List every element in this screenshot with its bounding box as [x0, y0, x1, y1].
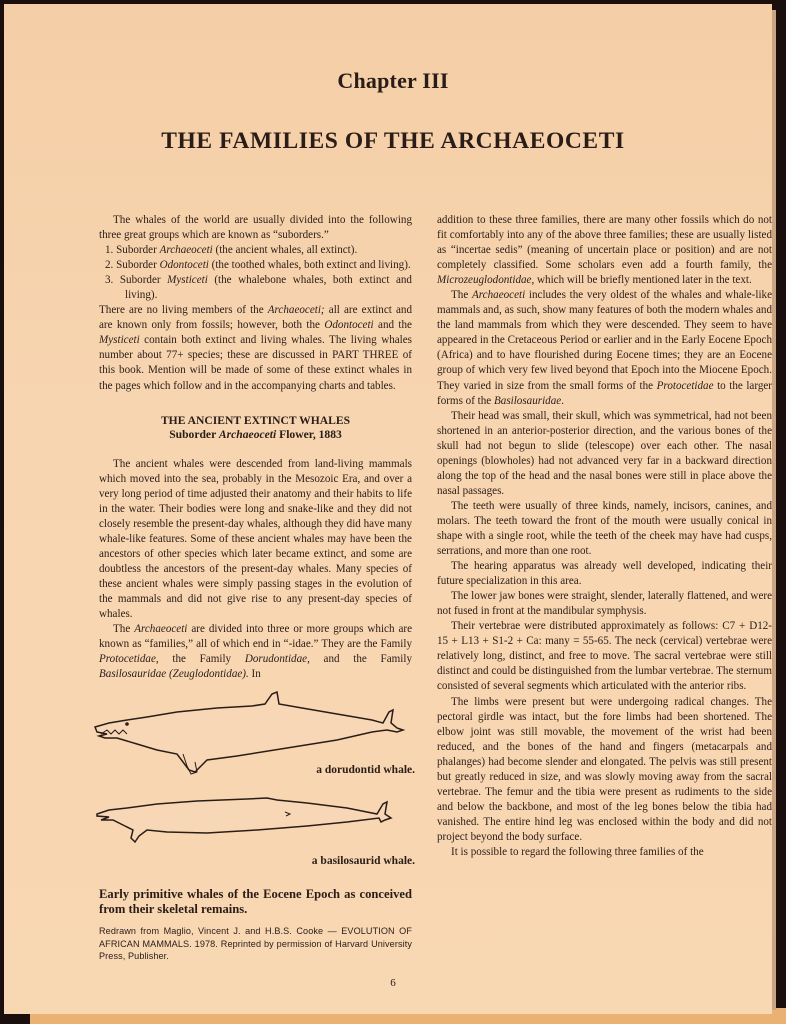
body-paragraph: It is possible to regard the following three families of the: [451, 845, 704, 858]
figure-credit: Redrawn from Maglio, Vincent J. and H.B.S. Cooke — EVOLUTION OF AFRICAN MAMMALS. 1978. Reprinted by permission of Harvard University Press, Publisher.: [99, 926, 412, 962]
list-item: 3. Suborder Mysticeti (the whalebone whales, both extinct and living).: [105, 274, 412, 302]
page-edge-right: [772, 10, 776, 1010]
chapter-label: Chapter III: [337, 68, 449, 93]
body-paragraph: The lower jaw bones were straight, slender, laterally flattened, and were not fused in front at the mandibular symphysis.: [437, 590, 772, 618]
whale-figure: [99, 690, 415, 895]
body-paragraph: The hearing apparatus was already well developed, indicating their future specialization in this area.: [437, 560, 772, 588]
list-item: 1. Suborder Archaeoceti (the ancient whales, all extinct).: [105, 244, 358, 257]
right-column: [437, 213, 772, 860]
basilosaurid-caption: a basilosaurid whale.: [311, 855, 415, 868]
list-item: 2. Suborder Odontoceti (the toothed whales, both extinct and living).: [105, 259, 411, 272]
section-heading-subtitle: Suborder Archaeoceti Flower, 1883: [169, 427, 342, 441]
intro-paragraph-2: There are no living members of the Archaeoceti; all are extinct and are known only from fossils; however, both the Odontoceti and the Mysticeti contain both extinct and living whales. The living whales number about 77+ species; these are discussed in PART THREE of this book. Mention will be made of some of these extinct whales in the pages which follow and in the accompanying charts and tables.: [99, 304, 412, 392]
body-paragraph: The Archaeoceti are divided into three or more groups which are known as “families,” all of which end in “-idae.” They are the Family Protocetidae, the Family Dorudontidae, and the Family Basilosauridae (Zeuglodontidae). In: [99, 623, 412, 681]
body-paragraph: The limbs were present but were undergoing radical changes. The pectoral girdle was intact, but the fore limbs had been shortened. The elbow joint was still movable, the movement of the wrist had been reduced, and the bones of the hand and fingers (metacarpals and phalanges) had become slender and elongated. The pelvis was still present but greatly reduced in size, and was slowly moving away from the sacral vertebrae. The femur and the tibia were present as rudiments to the side and below the backbone, and most of the leg bones below the tibia had vanished. The entire hind leg was enclosed within the body and did not project beyond the body surface.: [437, 695, 772, 843]
intro-paragraph: The whales of the world are usually divided into the following three great groups which are known as “suborders.”: [99, 214, 412, 242]
figure-caption: Early primitive whales of the Eocene Epoch as conceived from their skeletal remains.: [99, 887, 412, 917]
body-paragraph: The ancient whales were descended from land-living mammals which moved into the sea, probably in the Mesozoic Era, and over a very long period of time adjusted their anatomy and their habits to life in the water. Their bodies were long and snake-like and they did not closely resemble the present-day whales, although they did have many whale-like features. Some of these ancient whales may have been the ancestors of other species which later became extinct, and some are doubtless the ancestors of the present-day whales. Many species of these ancient whales were simply passing stages in the evolution of the mammals and did not give rise to any present-day species of whales.: [99, 457, 412, 621]
body-paragraph: The teeth were usually of three kinds, namely, incisors, canines, and molars. The teeth toward the front of the mouth were usually conical in shape with a single root, while the teeth of the cheek may have had cusps, serrations, and more than one root.: [437, 499, 772, 558]
chapter-title: THE FAMILIES OF THE ARCHAEOCETI: [161, 128, 625, 154]
body-paragraph: The Archaeoceti includes the very oldest of the whales and whale-like mammals and, as such, show many features of both the modern whales and the land mammals from which they were descended. They seem to have appeared in the Cretaceous Period or earlier and in the Early Eocene Epoch (Africa) and to have flourished during Eocene times; they are an Eocene group of which very few lived beyond that Epoch into the Miocene Epoch. They varied in size from the small forms of the Protocetidae to the larger forms of the Basilosauridae.: [437, 289, 773, 407]
left-column: [99, 213, 415, 963]
body-paragraph: addition to these three families, there are many other fossils which do not fit comfortably into any of the above three families; these are usually listed as “incertae sedis” (meaning of uncertain place or position) and are not completely classified. Some scholars even add a fourth family, the Microzeuglodontidae, which will be briefly mentioned later in the text.: [437, 214, 772, 287]
body-paragraph: Their head was small, their skull, which was symmetrical, had not been shortened in an anterior-posterior direction, and the various bones of the skull had not begun to slide (telescope) over each other. The nasal openings (blowholes) had not advanced very far in a backward direction along the top of the head and the nasal bones were still in place above the nasal passages.: [437, 409, 772, 497]
section-heading-title: THE ANCIENT EXTINCT WHALES: [160, 413, 351, 427]
dorudontid-caption: a dorudontid whale.: [316, 764, 415, 777]
body-paragraph: Their vertebrae were distributed approximately as follows: C7 + D12-15 + L13 + S1-2 + Ca: many = 55-65. The neck (cervical) vertebrae were relatively long, distinct, and free to move. The sacral vertebrae were still distinct and could be distinguished from the lumbar vertebrae. The sternum consisted of several segments which articulated with the anterior ribs.: [437, 620, 772, 693]
section-heading: [99, 414, 412, 442]
suborder-list: [99, 243, 412, 303]
basilosaurid-whale-illustration: [87, 788, 397, 848]
page-number: 6: [390, 977, 396, 989]
